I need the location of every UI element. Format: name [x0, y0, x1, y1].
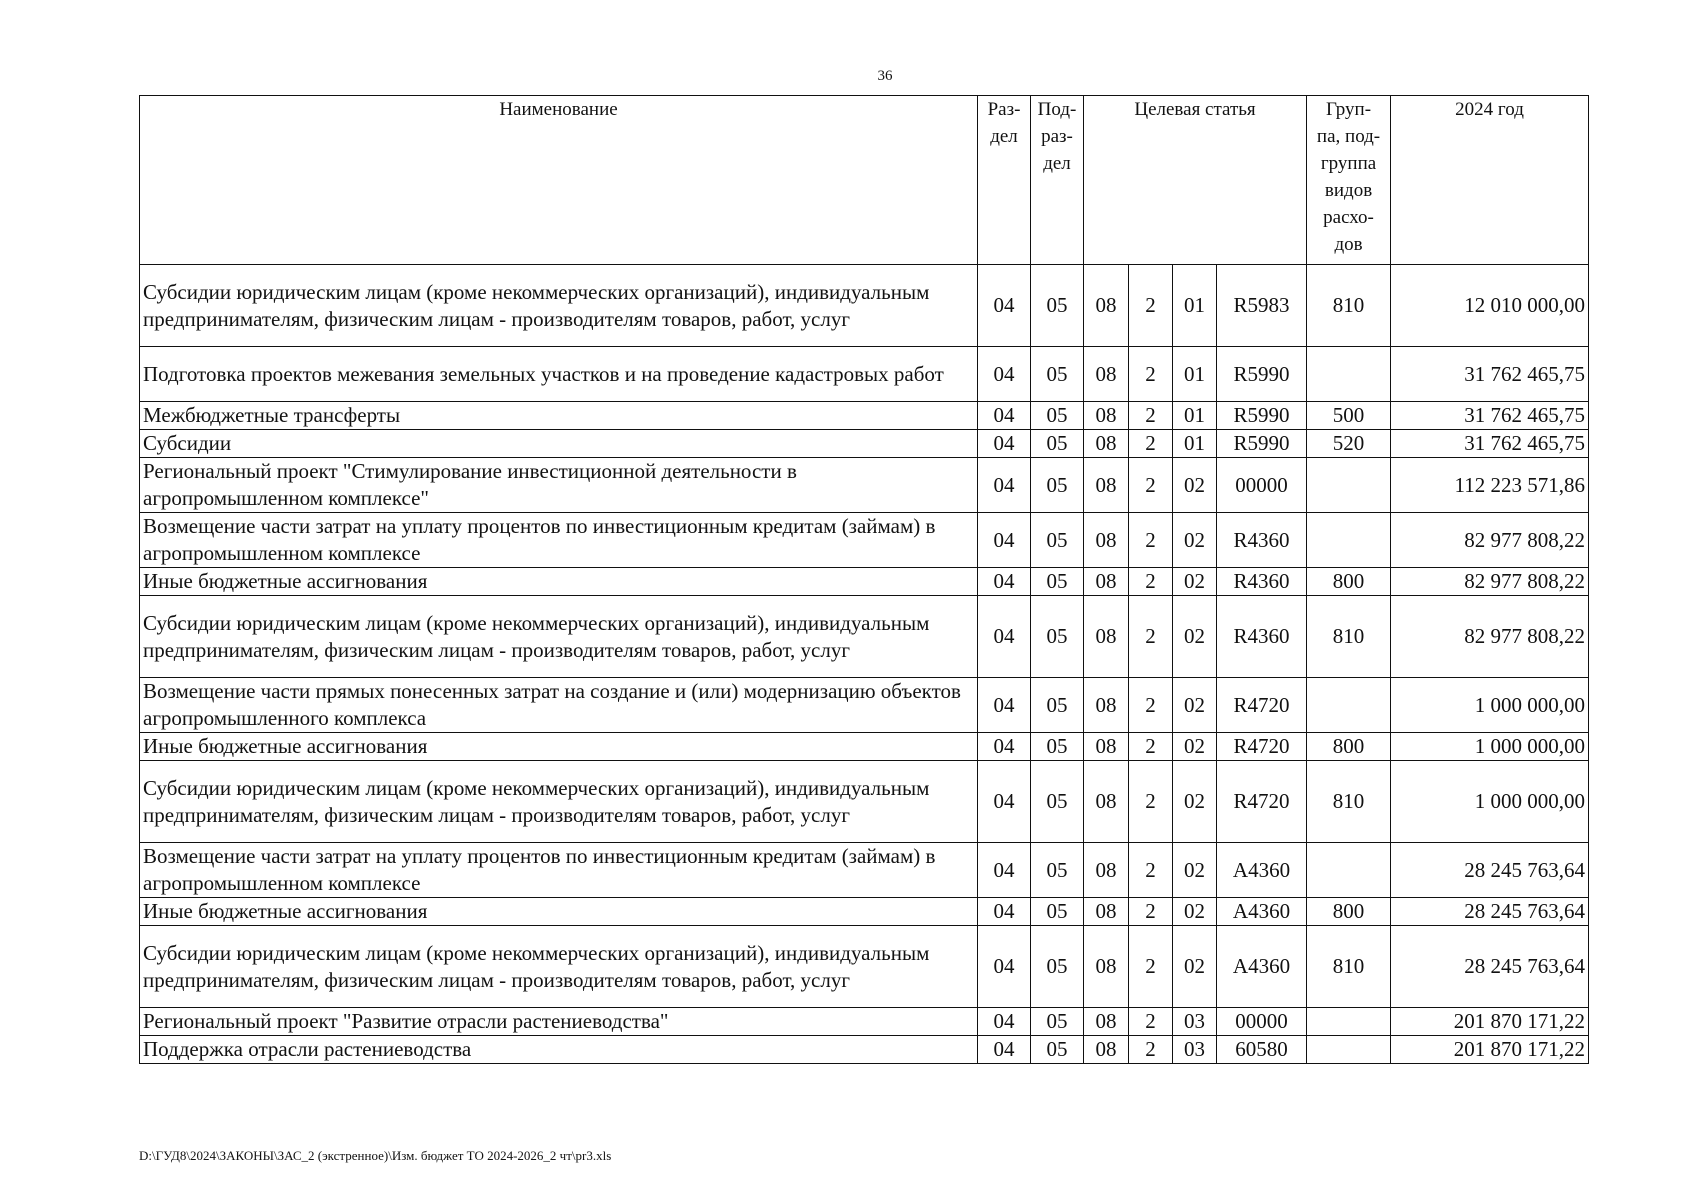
cell-amount: 201 870 171,22: [1391, 1036, 1589, 1064]
cell-name: Иные бюджетные ассигнования: [140, 733, 978, 761]
cell-expense-group: 800: [1307, 733, 1391, 761]
cell-section: 04: [978, 843, 1031, 898]
cell-subprogram: 2: [1129, 347, 1173, 402]
cell-subsection: 05: [1031, 761, 1084, 843]
table-row: [140, 513, 1589, 568]
cell-subprogram: 2: [1129, 678, 1173, 733]
header-year: 2024 год: [1391, 96, 1589, 265]
cell-name: Возмещение части затрат на уплату процентов по инвестиционным кредитам (займам) в агропромышленном комплексе: [140, 513, 978, 568]
cell-expense-group: 810: [1307, 265, 1391, 347]
table-row: [140, 898, 1589, 926]
cell-subprogram: 2: [1129, 733, 1173, 761]
cell-section: 04: [978, 733, 1031, 761]
table-row: [140, 733, 1589, 761]
budget-table: [139, 95, 1589, 1064]
cell-subsection: 05: [1031, 678, 1084, 733]
cell-name: Субсидии юридическим лицам (кроме некоммерческих организаций), индивидуальным предпринимателям, физическим лицам - производителям товаров, работ, услуг: [140, 596, 978, 678]
cell-section: 04: [978, 430, 1031, 458]
cell-expense-group: [1307, 347, 1391, 402]
cell-program: 08: [1084, 733, 1129, 761]
cell-event: 01: [1173, 430, 1217, 458]
cell-section: 04: [978, 1008, 1031, 1036]
cell-expense-group: 520: [1307, 430, 1391, 458]
cell-event: 02: [1173, 926, 1217, 1008]
cell-name: Возмещение части прямых понесенных затрат на создание и (или) модернизацию объектов агропромышленного комплекса: [140, 678, 978, 733]
cell-name: Субсидии юридическим лицам (кроме некоммерческих организаций), индивидуальным предпринимателям, физическим лицам - производителям товаров, работ, услуг: [140, 265, 978, 347]
table-row: [140, 926, 1589, 1008]
cell-name: Региональный проект "Стимулирование инвестиционной деятельности в агропромышленном комплексе": [140, 458, 978, 513]
cell-direction: R4360: [1217, 513, 1307, 568]
cell-program: 08: [1084, 761, 1129, 843]
cell-program: 08: [1084, 265, 1129, 347]
cell-program: 08: [1084, 402, 1129, 430]
cell-amount: 82 977 808,22: [1391, 513, 1589, 568]
cell-expense-group: 500: [1307, 402, 1391, 430]
header-name: Наименование: [140, 96, 978, 265]
cell-amount: 201 870 171,22: [1391, 1008, 1589, 1036]
cell-event: 02: [1173, 458, 1217, 513]
cell-subsection: 05: [1031, 1036, 1084, 1064]
cell-event: 01: [1173, 402, 1217, 430]
cell-event: 03: [1173, 1036, 1217, 1064]
cell-subprogram: 2: [1129, 568, 1173, 596]
cell-program: 08: [1084, 1008, 1129, 1036]
cell-section: 04: [978, 402, 1031, 430]
cell-subsection: 05: [1031, 458, 1084, 513]
cell-direction: R5990: [1217, 347, 1307, 402]
cell-section: 04: [978, 1036, 1031, 1064]
cell-direction: A4360: [1217, 926, 1307, 1008]
cell-section: 04: [978, 265, 1031, 347]
table-row: [140, 402, 1589, 430]
cell-amount: 28 245 763,64: [1391, 898, 1589, 926]
cell-event: 02: [1173, 761, 1217, 843]
cell-amount: 28 245 763,64: [1391, 926, 1589, 1008]
cell-amount: 82 977 808,22: [1391, 568, 1589, 596]
cell-section: 04: [978, 458, 1031, 513]
file-path-footer: D:\ГУД8\2024\ЗАКОНЫ\ЗАС_2 (экстренное)\Изм. бюджет ТО 2024-2026_2 чт\pr3.xls: [139, 1148, 612, 1163]
cell-program: 08: [1084, 458, 1129, 513]
cell-amount: 1 000 000,00: [1391, 761, 1589, 843]
cell-expense-group: 800: [1307, 568, 1391, 596]
cell-name: Региональный проект "Развитие отрасли растениеводства": [140, 1008, 978, 1036]
cell-name: Иные бюджетные ассигнования: [140, 568, 978, 596]
header-section: Раз- дел: [978, 96, 1031, 265]
cell-event: 01: [1173, 347, 1217, 402]
cell-amount: 31 762 465,75: [1391, 430, 1589, 458]
cell-section: 04: [978, 898, 1031, 926]
cell-name: Межбюджетные трансферты: [140, 402, 978, 430]
cell-direction: R4720: [1217, 678, 1307, 733]
table-row: [140, 568, 1589, 596]
cell-subsection: 05: [1031, 265, 1084, 347]
table-body: [140, 265, 1589, 1064]
cell-subprogram: 2: [1129, 898, 1173, 926]
cell-direction: R4360: [1217, 596, 1307, 678]
header-expense-group: Груп- па, под- группа видов расхо- дов: [1307, 96, 1391, 265]
cell-subprogram: 2: [1129, 1008, 1173, 1036]
cell-expense-group: [1307, 843, 1391, 898]
cell-subsection: 05: [1031, 926, 1084, 1008]
cell-name: Субсидии: [140, 430, 978, 458]
cell-subprogram: 2: [1129, 513, 1173, 568]
cell-expense-group: [1307, 513, 1391, 568]
cell-event: 01: [1173, 265, 1217, 347]
cell-program: 08: [1084, 347, 1129, 402]
cell-name: Иные бюджетные ассигнования: [140, 898, 978, 926]
cell-expense-group: [1307, 1036, 1391, 1064]
cell-subprogram: 2: [1129, 843, 1173, 898]
cell-subprogram: 2: [1129, 761, 1173, 843]
cell-event: 02: [1173, 568, 1217, 596]
cell-name: Субсидии юридическим лицам (кроме некоммерческих организаций), индивидуальным предпринимателям, физическим лицам - производителям товаров, работ, услуг: [140, 761, 978, 843]
cell-amount: 12 010 000,00: [1391, 265, 1589, 347]
cell-subsection: 05: [1031, 402, 1084, 430]
cell-amount: 112 223 571,86: [1391, 458, 1589, 513]
cell-event: 02: [1173, 843, 1217, 898]
cell-program: 08: [1084, 568, 1129, 596]
cell-event: 03: [1173, 1008, 1217, 1036]
cell-expense-group: 810: [1307, 761, 1391, 843]
table-row: [140, 265, 1589, 347]
cell-subsection: 05: [1031, 1008, 1084, 1036]
cell-expense-group: [1307, 458, 1391, 513]
cell-amount: 82 977 808,22: [1391, 596, 1589, 678]
cell-subsection: 05: [1031, 596, 1084, 678]
cell-expense-group: [1307, 1008, 1391, 1036]
table-row: [140, 678, 1589, 733]
page-number: 36: [877, 68, 893, 84]
table-row: [140, 458, 1589, 513]
cell-section: 04: [978, 513, 1031, 568]
cell-expense-group: 810: [1307, 596, 1391, 678]
table-row: [140, 347, 1589, 402]
cell-section: 04: [978, 568, 1031, 596]
cell-direction: R4720: [1217, 761, 1307, 843]
cell-program: 08: [1084, 678, 1129, 733]
table-row: [140, 430, 1589, 458]
cell-event: 02: [1173, 513, 1217, 568]
cell-section: 04: [978, 596, 1031, 678]
cell-amount: 31 762 465,75: [1391, 402, 1589, 430]
table-row: [140, 1008, 1589, 1036]
cell-direction: R4360: [1217, 568, 1307, 596]
cell-subprogram: 2: [1129, 596, 1173, 678]
cell-subsection: 05: [1031, 513, 1084, 568]
cell-subsection: 05: [1031, 733, 1084, 761]
cell-event: 02: [1173, 596, 1217, 678]
cell-expense-group: 800: [1307, 898, 1391, 926]
cell-program: 08: [1084, 513, 1129, 568]
cell-subprogram: 2: [1129, 926, 1173, 1008]
cell-name: Подготовка проектов межевания земельных участков и на проведение кадастровых работ: [140, 347, 978, 402]
cell-direction: R4720: [1217, 733, 1307, 761]
cell-amount: 28 245 763,64: [1391, 843, 1589, 898]
cell-direction: R5990: [1217, 430, 1307, 458]
header-subsection: Под- раз- дел: [1031, 96, 1084, 265]
cell-program: 08: [1084, 898, 1129, 926]
cell-program: 08: [1084, 596, 1129, 678]
header-target-article: Целевая статья: [1084, 96, 1307, 265]
cell-program: 08: [1084, 843, 1129, 898]
cell-name: Поддержка отрасли растениеводства: [140, 1036, 978, 1064]
cell-name: Субсидии юридическим лицам (кроме некоммерческих организаций), индивидуальным предпринимателям, физическим лицам - производителям товаров, работ, услуг: [140, 926, 978, 1008]
cell-event: 02: [1173, 678, 1217, 733]
cell-direction: A4360: [1217, 898, 1307, 926]
cell-direction: 60580: [1217, 1036, 1307, 1064]
cell-program: 08: [1084, 926, 1129, 1008]
cell-direction: 00000: [1217, 1008, 1307, 1036]
cell-amount: 31 762 465,75: [1391, 347, 1589, 402]
cell-section: 04: [978, 926, 1031, 1008]
cell-subsection: 05: [1031, 568, 1084, 596]
cell-program: 08: [1084, 430, 1129, 458]
header-row: [140, 96, 1589, 265]
cell-amount: 1 000 000,00: [1391, 733, 1589, 761]
table-row: [140, 1036, 1589, 1064]
cell-subsection: 05: [1031, 347, 1084, 402]
cell-section: 04: [978, 761, 1031, 843]
cell-section: 04: [978, 678, 1031, 733]
cell-direction: R5983: [1217, 265, 1307, 347]
cell-direction: 00000: [1217, 458, 1307, 513]
cell-expense-group: 810: [1307, 926, 1391, 1008]
table-row: [140, 761, 1589, 843]
cell-subsection: 05: [1031, 898, 1084, 926]
cell-section: 04: [978, 347, 1031, 402]
cell-program: 08: [1084, 1036, 1129, 1064]
cell-direction: A4360: [1217, 843, 1307, 898]
cell-amount: 1 000 000,00: [1391, 678, 1589, 733]
cell-subprogram: 2: [1129, 265, 1173, 347]
table-row: [140, 843, 1589, 898]
cell-name: Возмещение части затрат на уплату процентов по инвестиционным кредитам (займам) в агропромышленном комплексе: [140, 843, 978, 898]
table-row: [140, 596, 1589, 678]
cell-subprogram: 2: [1129, 402, 1173, 430]
cell-direction: R5990: [1217, 402, 1307, 430]
cell-event: 02: [1173, 733, 1217, 761]
cell-subsection: 05: [1031, 430, 1084, 458]
cell-subprogram: 2: [1129, 430, 1173, 458]
cell-subprogram: 2: [1129, 1036, 1173, 1064]
cell-subsection: 05: [1031, 843, 1084, 898]
cell-subprogram: 2: [1129, 458, 1173, 513]
cell-event: 02: [1173, 898, 1217, 926]
cell-expense-group: [1307, 678, 1391, 733]
